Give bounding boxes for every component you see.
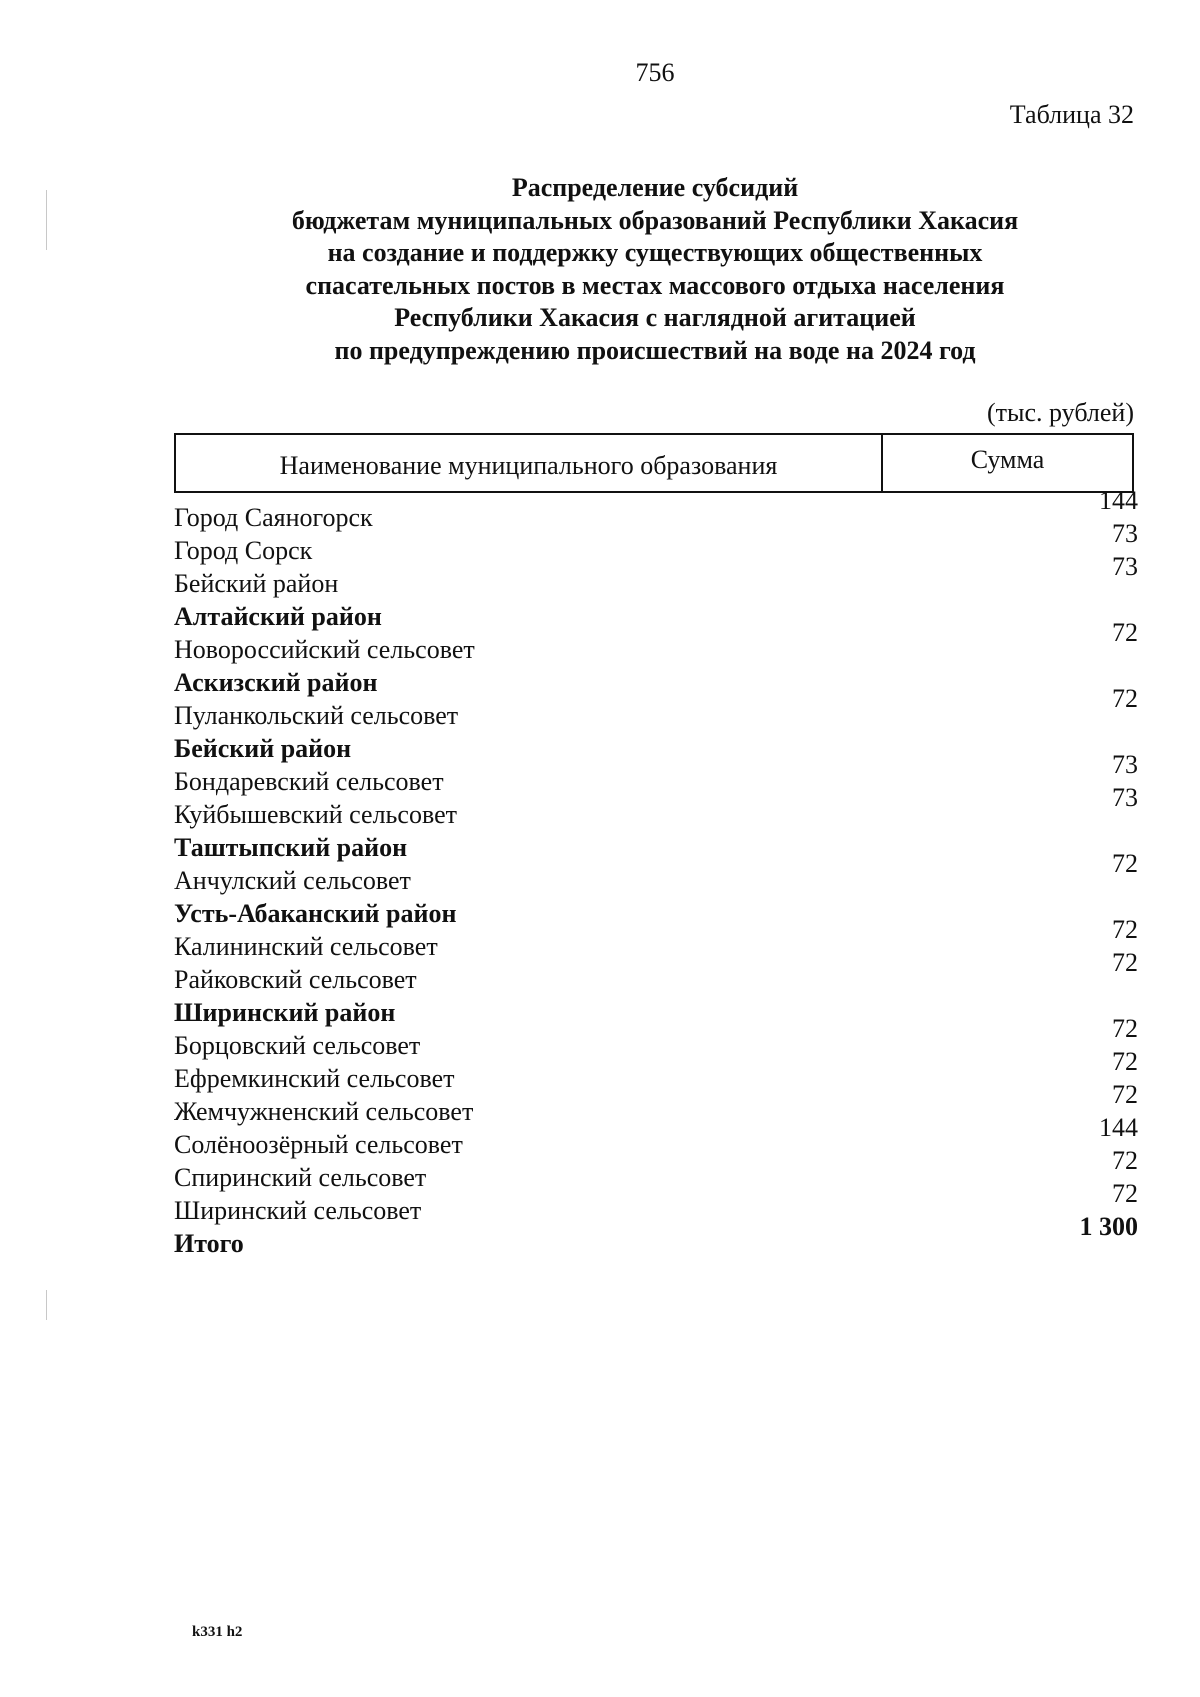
table-caption: Таблица 32 (1009, 100, 1134, 129)
row-sum: 72 (1112, 684, 1138, 713)
row-name: Калининский сельсовет (174, 932, 438, 961)
row-sum: 72 (1112, 1179, 1138, 1208)
title-line: бюджетам муниципальных образований Республики Хакасия (291, 205, 1019, 235)
row-sum: 1 300 (1079, 1212, 1138, 1241)
table-row (174, 1047, 1138, 1094)
table-row (174, 519, 1138, 566)
row-name: Ефремкинский сельсовет (174, 1064, 455, 1093)
row-name: Райковский сельсовет (174, 965, 417, 994)
title-line: Распределение субсидий (511, 173, 799, 202)
table-row (174, 552, 1138, 599)
row-name: Город Сорск (174, 536, 313, 565)
table-row (174, 1113, 1138, 1160)
column-header-name: Наименование муниципального образования (176, 435, 883, 491)
table-row (174, 618, 1138, 665)
document-title (160, 172, 1150, 367)
scan-artifact (46, 190, 47, 250)
row-name: Усть-Абаканский район (174, 899, 457, 928)
table-row (174, 486, 1138, 533)
table-total-row (174, 1212, 1138, 1259)
row-sum: 144 (1099, 486, 1138, 515)
table-group-row (174, 896, 1138, 929)
row-name: Аскизский район (174, 668, 378, 697)
row-name: Ширинский район (174, 998, 396, 1027)
table-row (174, 1014, 1138, 1061)
table-body (174, 486, 1138, 1259)
row-name: Ширинский сельсовет (174, 1196, 422, 1225)
column-header-sum: Сумма (970, 445, 1045, 474)
table-group-row (174, 665, 1138, 698)
row-name: Анчулский сельсовет (174, 866, 411, 895)
row-sum: 72 (1112, 1146, 1138, 1175)
title-line: Республики Хакасия с наглядной агитацией (394, 303, 916, 332)
title-line: на создание и поддержку существующих общественных (327, 238, 983, 267)
table-row (174, 1146, 1138, 1193)
row-name: Пуланкольский сельсовет (174, 701, 459, 730)
page-number: 756 (635, 58, 675, 87)
row-name: Солёноозёрный сельсовет (174, 1130, 463, 1159)
row-name: Бейский район (174, 734, 352, 763)
table-row (174, 915, 1138, 962)
table-row (174, 849, 1138, 896)
table-group-row (174, 599, 1138, 632)
row-name: Бондаревский сельсовет (174, 767, 444, 796)
table-row (174, 750, 1138, 797)
row-sum: 72 (1112, 915, 1138, 944)
table-row (174, 783, 1138, 830)
row-sum: 73 (1112, 519, 1138, 548)
row-sum: 73 (1112, 750, 1138, 779)
table-row (174, 684, 1138, 731)
row-sum: 72 (1112, 1080, 1138, 1109)
row-name: Борцовский сельсовет (174, 1031, 421, 1060)
row-sum: 72 (1112, 1047, 1138, 1076)
table-group-row (174, 995, 1138, 1028)
table-row (174, 948, 1138, 995)
title-line: спасательных постов в местах массового отдыха населения (305, 270, 1005, 300)
row-name: Алтайский район (174, 602, 382, 631)
row-sum: 72 (1112, 1014, 1138, 1043)
row-sum: 72 (1112, 849, 1138, 878)
row-name: Город Саяногорск (174, 503, 373, 532)
row-name: Спиринский сельсовет (174, 1163, 427, 1192)
table-row (174, 1179, 1138, 1226)
row-sum: 72 (1112, 618, 1138, 647)
row-name: Новороссийский сельсовет (174, 635, 475, 664)
title-line: по предупреждению происшествий на воде на 2024 год (334, 335, 976, 365)
row-sum: 73 (1112, 783, 1138, 812)
row-sum: 144 (1099, 1113, 1138, 1142)
row-name: Куйбышевский сельсовет (174, 800, 457, 829)
table-header (174, 433, 1134, 493)
table-row (174, 1080, 1138, 1127)
table-group-row (174, 830, 1138, 863)
row-name: Итого (174, 1229, 244, 1258)
row-name: Бейский район (174, 569, 339, 598)
row-name: Таштыпский район (174, 833, 408, 862)
row-name: Жемчужненский сельсовет (174, 1097, 474, 1126)
row-sum: 72 (1112, 948, 1138, 977)
row-sum: 73 (1112, 552, 1138, 581)
scan-artifact (46, 1290, 47, 1320)
units-label: (тыс. рублей) (986, 398, 1134, 427)
table-group-row (174, 731, 1138, 764)
document-code: k331 h2 (192, 1624, 243, 1640)
